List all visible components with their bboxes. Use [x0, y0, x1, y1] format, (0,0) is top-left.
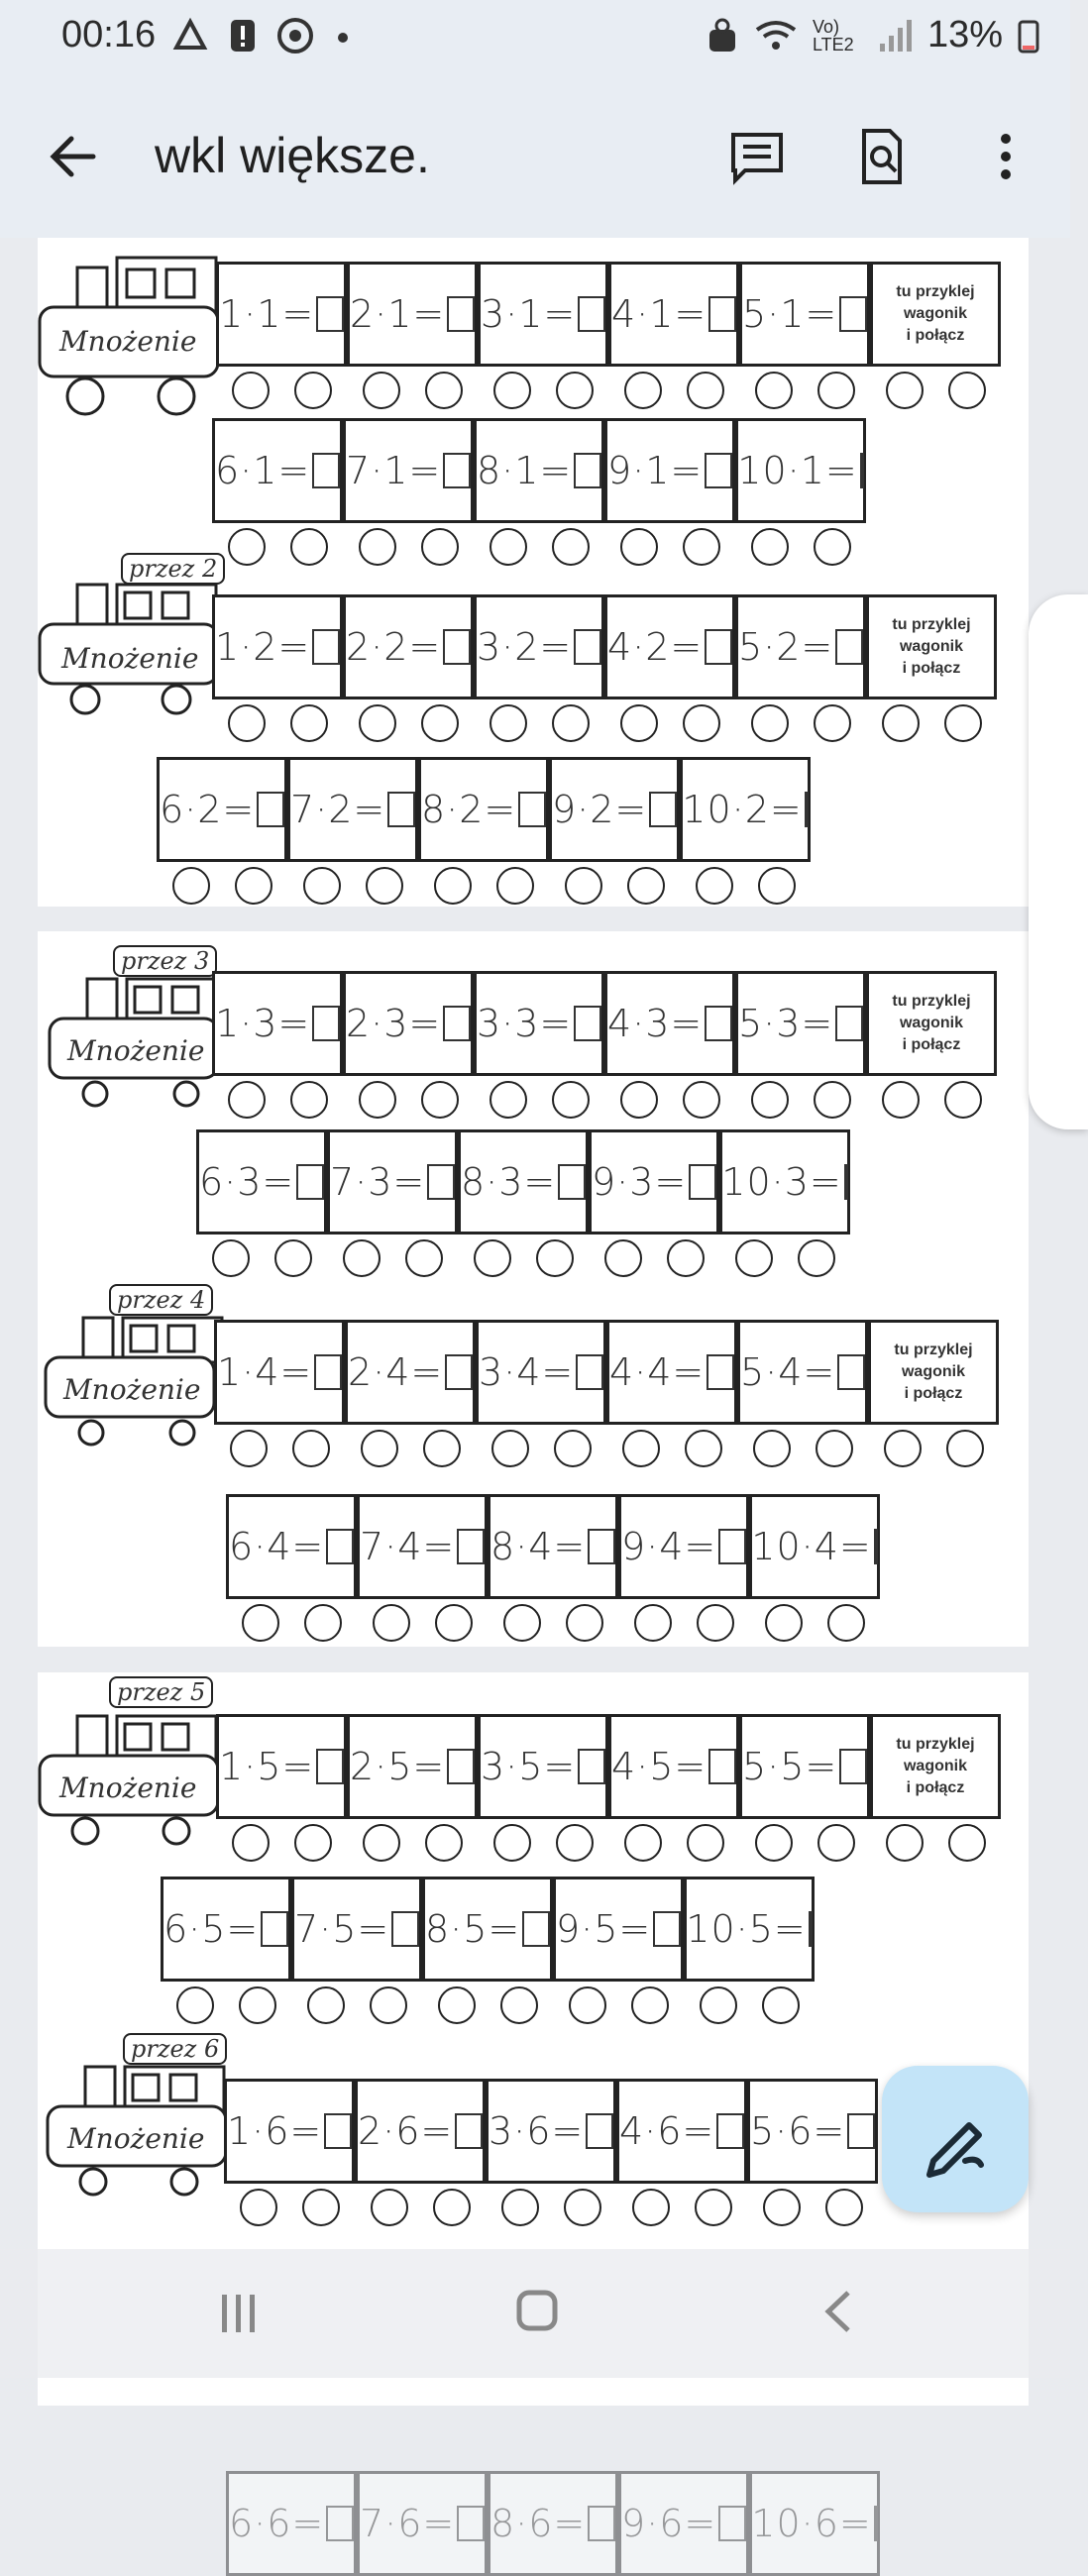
equation: 1·2=	[215, 625, 311, 669]
wagon	[486, 2079, 616, 2184]
wagon	[355, 2079, 486, 2184]
wagon	[212, 971, 343, 1076]
wagon	[735, 971, 866, 1076]
more-vert-icon[interactable]	[981, 125, 1031, 188]
answer-box[interactable]	[588, 2506, 615, 2541]
train-row	[226, 1494, 880, 1599]
answer-box[interactable]	[574, 629, 601, 665]
answer-box[interactable]	[314, 1354, 342, 1390]
equation: 3·5=	[481, 1745, 577, 1788]
tail-line: tu przyklej	[896, 1736, 975, 1753]
section-tag: przez 6	[123, 2033, 227, 2065]
wagon	[739, 1714, 870, 1819]
recents-icon[interactable]	[218, 2289, 258, 2338]
answer-box[interactable]	[588, 1529, 615, 1564]
answer-box[interactable]	[427, 1164, 455, 1200]
equation: 8·5=	[425, 1907, 521, 1951]
answer-box[interactable]	[443, 453, 471, 488]
answer-box[interactable]	[387, 792, 415, 827]
tail-line: i połącz	[902, 660, 961, 677]
wagon	[604, 418, 735, 523]
equation: 4·6=	[619, 2109, 715, 2153]
wagon	[589, 1129, 719, 1234]
answer-box[interactable]	[708, 296, 736, 332]
locomotive	[38, 545, 226, 713]
answer-box[interactable]	[324, 2113, 352, 2149]
wagon	[343, 971, 474, 1076]
equation: 3·4=	[479, 1350, 575, 1394]
equation: 8·6=	[490, 2502, 587, 2545]
wagon	[422, 1877, 553, 1982]
tail-line: i połącz	[902, 1036, 961, 1053]
draw-fab-button[interactable]	[882, 2066, 1029, 2212]
answer-box[interactable]	[708, 1749, 736, 1784]
locomotive-label: Mnożenie	[59, 325, 197, 358]
tail-line: i połącz	[904, 1385, 963, 1402]
answer-box[interactable]	[574, 1006, 601, 1041]
equation: 2·1=	[350, 292, 446, 336]
equation: 7·4=	[360, 1525, 456, 1568]
equation: 6·3=	[199, 1160, 295, 1204]
side-scroll-handle[interactable]	[1029, 594, 1088, 1129]
wagon	[680, 757, 811, 862]
tail-line: wagonik	[903, 1758, 967, 1774]
tail-line: wagonik	[899, 1015, 963, 1031]
equation: 4·3=	[607, 1002, 704, 1045]
tail-line: i połącz	[906, 327, 965, 344]
answer-box[interactable]	[874, 1529, 878, 1564]
locomotive-label: Mnożenie	[59, 1771, 197, 1804]
answer-box[interactable]	[312, 1006, 340, 1041]
wagon	[488, 1494, 618, 1599]
equation: 9·2=	[552, 788, 648, 831]
wagon	[737, 1320, 868, 1425]
answer-box[interactable]	[718, 1529, 746, 1564]
locomotive-label: Mnożenie	[61, 642, 199, 675]
equation: 2·2=	[346, 625, 442, 669]
wagon	[212, 594, 343, 699]
tail-wagon	[870, 1714, 1001, 1819]
equation: 9·3=	[592, 1160, 688, 1204]
equation: 4·1=	[611, 292, 707, 336]
wagon	[418, 757, 549, 862]
wagon	[553, 1877, 684, 1982]
answer-box[interactable]	[257, 792, 284, 827]
equation: 7·1=	[346, 449, 442, 492]
wifi-icon	[753, 16, 799, 55]
wagon	[216, 262, 347, 367]
equation: 8·4=	[490, 1525, 587, 1568]
equation: 9·6=	[621, 2502, 717, 2545]
wagon	[739, 262, 870, 367]
answer-box[interactable]	[574, 453, 601, 488]
tail-line: wagonik	[903, 305, 967, 322]
equation: 6·4=	[229, 1525, 325, 1568]
answer-box[interactable]	[312, 629, 340, 665]
equation: 7·5=	[294, 1907, 390, 1951]
section-tag: przez 3	[113, 945, 217, 977]
tail-wagon	[868, 1320, 999, 1425]
answer-box[interactable]	[457, 1529, 485, 1564]
comment-icon[interactable]	[725, 125, 789, 188]
train-row	[226, 2471, 880, 2576]
section-tag: przez 5	[109, 1676, 213, 1708]
answer-box[interactable]	[457, 2506, 485, 2541]
equation: 10·5=	[686, 1907, 807, 1951]
equation: 8·3=	[461, 1160, 557, 1204]
wagon	[747, 2079, 878, 2184]
tail-line: tu przyklej	[892, 993, 971, 1010]
answer-box[interactable]	[391, 1911, 419, 1947]
equation: 5·5=	[742, 1745, 838, 1788]
tail-line: wagonik	[899, 638, 963, 655]
wagon	[161, 1877, 291, 1982]
equation: 9·1=	[607, 449, 704, 492]
battery-percent: 13%	[926, 14, 1003, 55]
tail-wagon	[870, 262, 1001, 367]
equation: 7·3=	[330, 1160, 426, 1204]
status-right	[706, 14, 1040, 56]
answer-box[interactable]	[705, 629, 732, 665]
answer-box[interactable]	[874, 2506, 878, 2541]
equation: 7·6=	[360, 2502, 456, 2545]
wagon	[157, 757, 287, 862]
section-tag: przez 2	[121, 553, 225, 585]
equation: 6·5=	[163, 1907, 260, 1951]
tail-line: tu przyklej	[892, 616, 971, 633]
battery-icon	[1017, 16, 1040, 55]
equation: 1·6=	[227, 2109, 323, 2153]
wagon	[357, 2471, 488, 2576]
answer-box[interactable]	[705, 453, 732, 488]
equation: 3·2=	[477, 625, 573, 669]
wagon	[618, 1494, 749, 1599]
equation: 6·6=	[229, 2502, 325, 2545]
network-label: Vo) LTE2	[812, 16, 854, 54]
answer-box[interactable]	[860, 453, 864, 488]
tail-line: i połącz	[906, 1779, 965, 1796]
locomotive	[38, 248, 226, 416]
wagon	[606, 1320, 737, 1425]
answer-box[interactable]	[805, 792, 809, 827]
equation: 3·1=	[481, 292, 577, 336]
equation: 10·3=	[721, 1160, 842, 1204]
document-title: wkl większe.	[155, 128, 430, 183]
wagon	[735, 594, 866, 699]
answer-box[interactable]	[718, 2506, 746, 2541]
answer-box[interactable]	[447, 296, 475, 332]
wagon	[478, 262, 608, 367]
equation: 8·2=	[421, 788, 517, 831]
wagon	[347, 1714, 478, 1819]
signal-icon	[878, 16, 914, 55]
answer-box[interactable]	[847, 2113, 875, 2149]
equation: 2·3=	[346, 1002, 442, 1045]
tail-wagon	[866, 594, 997, 699]
wagon	[458, 1129, 589, 1234]
wagon	[327, 1129, 458, 1234]
answer-box[interactable]	[839, 1749, 867, 1784]
answer-box[interactable]	[707, 1354, 734, 1390]
wagon	[608, 1714, 739, 1819]
status-time: 00:16	[61, 14, 157, 55]
back-arrow-icon[interactable]	[44, 127, 103, 186]
search-document-icon[interactable]	[850, 125, 914, 188]
locomotive-label: Mnożenie	[63, 1373, 201, 1406]
equation: 10·4=	[751, 1525, 872, 1568]
answer-box[interactable]	[558, 1164, 586, 1200]
answer-box[interactable]	[576, 1354, 603, 1390]
wagon	[287, 757, 418, 862]
train-row	[216, 1714, 1001, 1819]
answer-box[interactable]	[705, 1006, 732, 1041]
answer-box[interactable]	[326, 1529, 354, 1564]
alert-icon	[228, 16, 258, 55]
answer-box[interactable]	[844, 1164, 848, 1200]
train-row	[224, 2079, 878, 2184]
wagon	[618, 2471, 749, 2576]
answer-box[interactable]	[689, 1164, 716, 1200]
equation: 10·1=	[737, 449, 858, 492]
train-row	[212, 971, 997, 1076]
chrome-icon	[275, 16, 315, 55]
tail-line: tu przyklej	[896, 283, 975, 300]
answer-box[interactable]	[586, 2113, 613, 2149]
wagon	[608, 262, 739, 367]
wagon	[616, 2079, 747, 2184]
answer-box[interactable]	[518, 792, 546, 827]
train-row	[196, 1129, 850, 1234]
equation: 1·3=	[215, 1002, 311, 1045]
section-tag: przez 4	[109, 1284, 213, 1316]
wagon	[212, 418, 343, 523]
answer-box[interactable]	[296, 1164, 324, 1200]
wagon	[224, 2079, 355, 2184]
answer-box[interactable]	[835, 1006, 863, 1041]
wagon	[216, 1714, 347, 1819]
equation: 2·6=	[358, 2109, 454, 2153]
equation: 1·1=	[219, 292, 315, 336]
wagon	[357, 1494, 488, 1599]
wagon	[474, 971, 604, 1076]
equation: 5·2=	[738, 625, 834, 669]
equation: 5·1=	[742, 292, 838, 336]
train-row	[212, 418, 866, 523]
dot-icon	[333, 16, 353, 55]
locomotive-label: Mnożenie	[67, 1034, 205, 1067]
train-row	[212, 594, 997, 699]
answer-box[interactable]	[578, 296, 605, 332]
equation: 10·2=	[682, 788, 803, 831]
drive-icon	[170, 16, 210, 55]
equation: 5·4=	[740, 1350, 836, 1394]
locomotive	[48, 939, 236, 1108]
wagon	[478, 1714, 608, 1819]
wagon	[684, 1877, 815, 1982]
answer-box[interactable]	[316, 296, 344, 332]
answer-box[interactable]	[835, 629, 863, 665]
wagon	[291, 1877, 422, 1982]
tail-wagon	[866, 971, 997, 1076]
wagon	[226, 2471, 357, 2576]
answer-box[interactable]	[649, 792, 677, 827]
equation: 2·5=	[350, 1745, 446, 1788]
answer-box[interactable]	[316, 1749, 344, 1784]
answer-box[interactable]	[312, 453, 340, 488]
tail-line: wagonik	[901, 1363, 965, 1380]
equation: 8·1=	[477, 449, 573, 492]
status-bar	[0, 0, 1070, 79]
equation: 2·4=	[348, 1350, 444, 1394]
answer-box[interactable]	[839, 296, 867, 332]
wagon	[488, 2471, 618, 2576]
document-page	[38, 931, 1029, 1647]
answer-box[interactable]	[578, 1749, 605, 1784]
answer-box[interactable]	[455, 2113, 483, 2149]
answer-box[interactable]	[261, 1911, 288, 1947]
answer-box[interactable]	[445, 1354, 473, 1390]
home-icon[interactable]	[515, 2287, 559, 2336]
edit-pen-icon	[882, 2066, 1029, 2212]
answer-box[interactable]	[522, 1911, 550, 1947]
back-nav-icon[interactable]	[820, 2287, 856, 2336]
app-bar	[0, 79, 1070, 238]
equation: 6·2=	[160, 788, 256, 831]
train-row	[157, 757, 811, 862]
wagon	[549, 757, 680, 862]
document-page	[38, 238, 1029, 907]
equation: 3·3=	[477, 1002, 573, 1045]
locomotive	[44, 1278, 232, 1447]
wagon	[735, 418, 866, 523]
wagon	[196, 1129, 327, 1234]
equation: 4·4=	[609, 1350, 706, 1394]
answer-box[interactable]	[809, 1911, 813, 1947]
wagon	[226, 1494, 357, 1599]
equation: 4·5=	[611, 1745, 707, 1788]
wagon	[604, 971, 735, 1076]
equation: 7·2=	[290, 788, 386, 831]
equation: 9·4=	[621, 1525, 717, 1568]
equation: 10·6=	[751, 2502, 872, 2545]
equation: 4·2=	[607, 625, 704, 669]
wagon	[343, 594, 474, 699]
tail-line: tu przyklej	[894, 1342, 973, 1358]
train-row	[161, 1877, 815, 1982]
equation: 5·6=	[750, 2109, 846, 2153]
answer-box[interactable]	[326, 2506, 354, 2541]
status-notification-icons	[170, 16, 353, 55]
answer-box[interactable]	[443, 629, 471, 665]
equation: 9·5=	[556, 1907, 652, 1951]
equation: 1·4=	[217, 1350, 313, 1394]
document-viewer[interactable]	[0, 238, 1070, 2545]
wagon	[474, 594, 604, 699]
equation: 3·6=	[489, 2109, 585, 2153]
answer-box[interactable]	[443, 1006, 471, 1041]
wagon	[343, 418, 474, 523]
train-row	[216, 262, 1001, 367]
locomotive-label: Mnożenie	[67, 2122, 205, 2155]
train-row	[214, 1320, 999, 1425]
locomotive	[46, 2027, 234, 2196]
lock-person-icon	[706, 16, 739, 55]
answer-box[interactable]	[653, 1911, 681, 1947]
wagon	[749, 2471, 880, 2576]
equation: 5·3=	[738, 1002, 834, 1045]
wagon	[749, 1494, 880, 1599]
system-nav-bar	[0, 2249, 1070, 2378]
equation: 6·1=	[215, 449, 311, 492]
wagon	[719, 1129, 850, 1234]
equation: 1·5=	[219, 1745, 315, 1788]
wagon	[214, 1320, 345, 1425]
wagon	[345, 1320, 476, 1425]
wagon	[347, 262, 478, 367]
answer-box[interactable]	[837, 1354, 865, 1390]
answer-box[interactable]	[716, 2113, 744, 2149]
wagon	[604, 594, 735, 699]
wagon	[474, 418, 604, 523]
wagon	[476, 1320, 606, 1425]
locomotive	[38, 1676, 226, 1845]
answer-box[interactable]	[447, 1749, 475, 1784]
